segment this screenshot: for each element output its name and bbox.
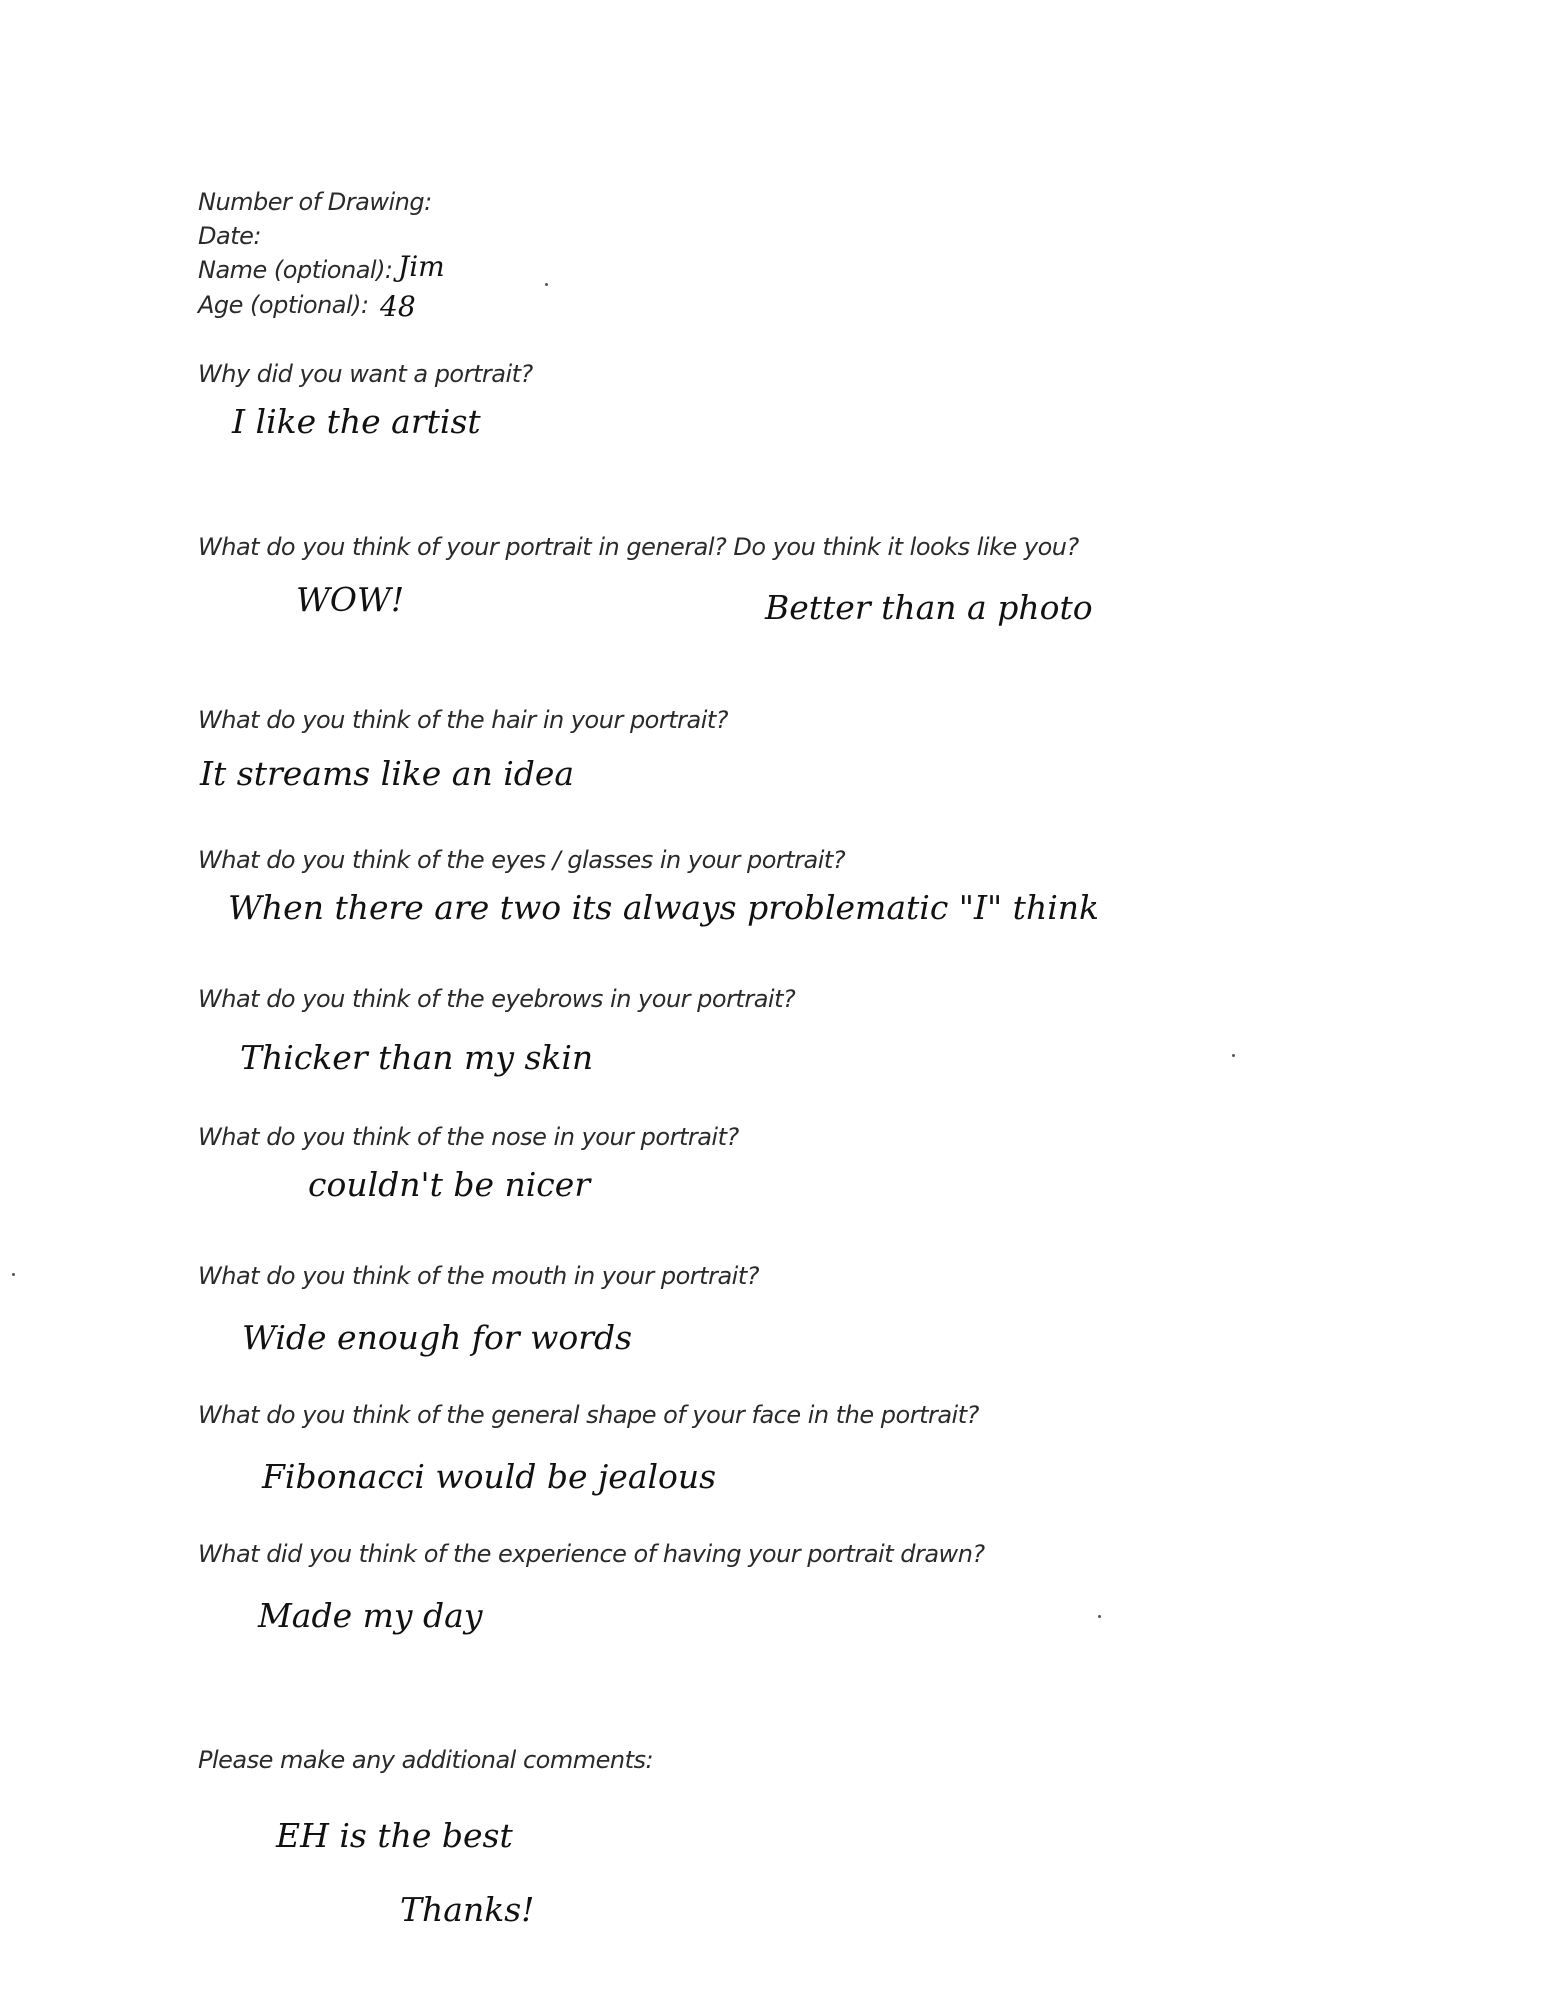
scan-speck [1232,1054,1235,1057]
question-face-shape: What do you think of the general shape of your face in the portrait? [198,1401,979,1429]
answer-face-shape: Fibonacci would be jealous [262,1457,717,1496]
age-value: 48 [380,290,416,323]
answer-nose: couldn't be nicer [308,1165,591,1204]
question-nose: What do you think of the nose in your portrait? [198,1123,739,1151]
number-of-drawing-label: Number of Drawing: [198,188,432,216]
question-experience: What did you think of the experience of having your portrait drawn? [198,1540,985,1568]
question-why-portrait: Why did you want a portrait? [198,360,533,388]
answer-eyebrows: Thicker than my skin [240,1038,594,1077]
answer-additional-comments: EH is the best [276,1816,513,1855]
answer-mouth: Wide enough for words [242,1318,633,1357]
question-eyebrows: What do you think of the eyebrows in your portrait? [198,985,796,1013]
scan-speck [545,283,548,286]
answer-portrait-general: WOW! [296,580,405,619]
answer-why-portrait: I like the artist [232,402,481,441]
answer-eyes-glasses: When there are two its always problematic "I" think [228,888,1100,927]
question-additional-comments: Please make any additional comments: [198,1746,654,1774]
answer-hair: It streams like an idea [200,754,575,793]
answer-experience: Made my day [258,1596,483,1635]
name-value: Jim [398,250,445,283]
scan-speck [1098,1615,1101,1618]
bleed-through-text [1320,182,1326,206]
question-hair: What do you think of the hair in your portrait? [198,706,729,734]
date-label: Date: [198,222,261,250]
answer-additional-comments-2: Thanks! [400,1890,535,1929]
question-eyes-glasses: What do you think of the eyes / glasses in your portrait? [198,846,846,874]
answer-portrait-general-2: Better than a photo [765,588,1093,627]
scan-speck [12,1273,15,1276]
question-mouth: What do you think of the mouth in your portrait? [198,1262,759,1290]
question-portrait-general: What do you think of your portrait in general? Do you think it looks like you? [198,533,1079,561]
name-label: Name (optional): [198,256,393,284]
age-label: Age (optional): [198,291,369,319]
